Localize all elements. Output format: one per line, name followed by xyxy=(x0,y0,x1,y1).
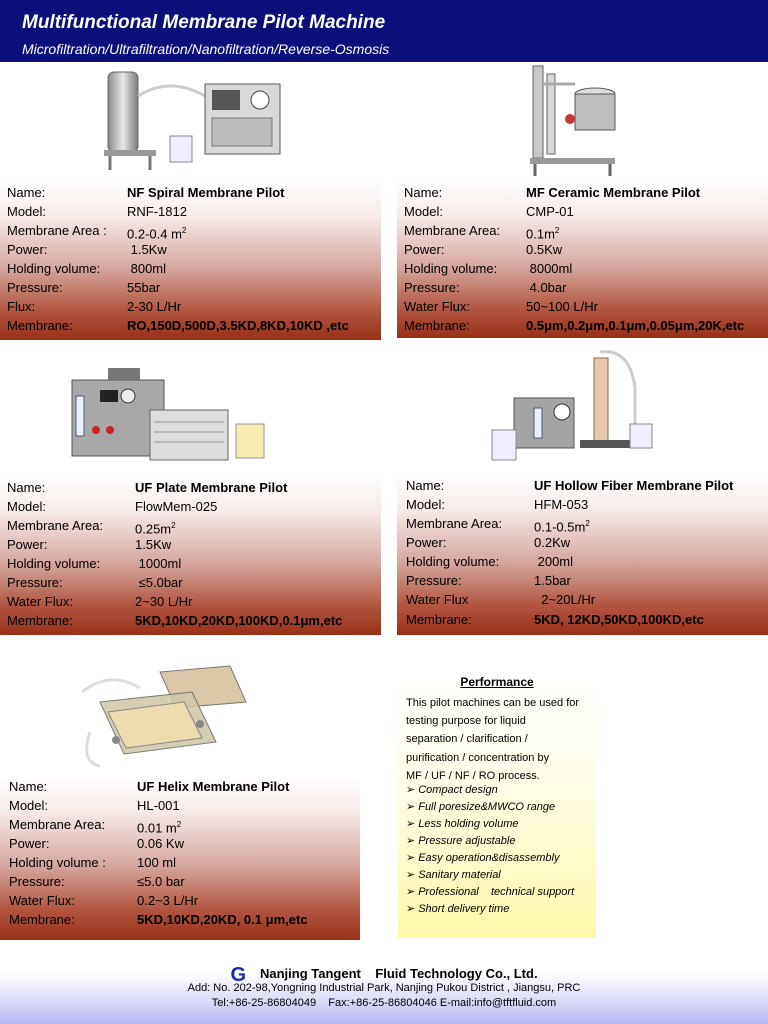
spec-label: Membrane Area : xyxy=(7,223,107,238)
company-address: Add: No. 202-98,Yongning Industrial Park, Nanjing Pukou District , Jiangsu, PRC xyxy=(187,982,581,994)
spec-row xyxy=(397,240,768,259)
spec-row xyxy=(0,221,381,240)
spec-row xyxy=(0,478,381,497)
product-name: UF Hollow Fiber Membrane Pilot xyxy=(534,478,734,493)
spec-row xyxy=(397,316,768,335)
spec-label: Name: xyxy=(7,185,46,200)
spec-label: Pressure: xyxy=(7,280,63,295)
spec-value: $0.1m^2$ xyxy=(526,226,560,242)
spec-value: HL-001 xyxy=(137,798,180,813)
header-banner xyxy=(0,0,768,62)
spec-label: Pressure: xyxy=(406,573,462,588)
spec-row xyxy=(397,183,768,202)
feature-item: ➢ Professional technical support xyxy=(406,886,575,898)
spec-value: 0.5Kw xyxy=(526,242,563,257)
spec-value: 1.5Kw xyxy=(127,242,167,257)
spec-value: RNF-1812 xyxy=(127,204,187,219)
spec-row xyxy=(397,297,768,316)
arrow-bullet-icon: ➢ xyxy=(406,801,416,813)
spec-label: Pressure: xyxy=(404,280,460,295)
spec-value: 55bar xyxy=(127,280,161,295)
spec-label: Name: xyxy=(7,480,46,495)
arrow-bullet-icon: ➢ xyxy=(406,903,416,915)
spec-label: Holding volume: xyxy=(406,554,500,569)
product-panel-uf-plate xyxy=(0,475,381,635)
spec-row xyxy=(0,573,381,592)
spec-label: Membrane: xyxy=(7,318,73,333)
spec-row xyxy=(0,592,381,611)
spec-row xyxy=(0,611,381,630)
spec-row xyxy=(397,476,768,495)
spec-label: Name: xyxy=(404,185,443,200)
arrow-bullet-icon: ➢ xyxy=(406,818,416,830)
company-contact: Tel:+86-25-86804049 Fax:+86-25-86804046 E-mail:info@tftfluid.com xyxy=(211,997,557,1009)
spec-label: Power: xyxy=(7,242,48,257)
spec-row xyxy=(397,533,768,552)
spec-row xyxy=(0,278,381,297)
uf-helix-pilot-photo xyxy=(80,662,250,770)
description-line: This pilot machines can be used for xyxy=(406,697,580,709)
spec-value: 1000ml xyxy=(135,556,182,571)
spec-row xyxy=(397,610,768,629)
spec-row xyxy=(0,259,381,278)
spec-row xyxy=(0,891,360,910)
spec-row xyxy=(0,516,381,535)
spec-row xyxy=(0,316,381,335)
feature-item: ➢ Short delivery time xyxy=(406,903,510,915)
arrow-bullet-icon: ➢ xyxy=(406,886,416,898)
membrane-value: 5KD,10KD,20KD,100KD,0.1μm,etc xyxy=(135,613,343,628)
spec-value: 1.5bar xyxy=(534,573,571,588)
spec-label: Membrane: xyxy=(9,912,75,927)
company-name: Nanjing Tangent Fluid Technology Co., Ltd. xyxy=(260,966,538,981)
spec-value: 0.2-0.4 $m^2$ xyxy=(127,226,187,242)
spec-value: 2~20L/Hr xyxy=(534,592,596,607)
description-line: purification / concentration by xyxy=(406,751,550,764)
product-panel-uf-hollow-fiber xyxy=(397,473,768,635)
spec-label: Name: xyxy=(406,478,445,493)
spec-row xyxy=(0,796,360,815)
arrow-bullet-icon: ➢ xyxy=(406,784,416,796)
spec-row xyxy=(0,535,381,554)
spec-label: Water Flux xyxy=(406,592,469,607)
spec-row xyxy=(397,514,768,533)
arrow-bullet-icon: ➢ xyxy=(406,852,416,864)
description-line: testing purpose for liquid xyxy=(406,715,526,728)
product-panel-nf-spiral xyxy=(0,180,381,340)
product-name: NF Spiral Membrane Pilot xyxy=(127,185,285,200)
spec-value: FlowMem-025 xyxy=(135,499,218,514)
spec-label: Model: xyxy=(9,798,49,813)
spec-value: 50~100 L/Hr xyxy=(526,299,598,314)
company-logo-icon: G xyxy=(230,964,246,986)
spec-label: Holding volume: xyxy=(404,261,498,276)
spec-row xyxy=(0,834,360,853)
product-panel-uf-helix xyxy=(0,774,360,940)
spec-label: Power: xyxy=(404,242,445,257)
spec-label: Name: xyxy=(9,779,48,794)
page-title: Multifunctional Membrane Pilot Machine xyxy=(22,12,386,33)
spec-value: ≤5.0bar xyxy=(135,575,183,590)
spec-label: Holding volume: xyxy=(7,556,101,571)
spec-value: $0.1-0.5m^2$ xyxy=(534,519,590,535)
spec-label: Membrane Area: xyxy=(9,817,106,832)
spec-value: 4.0bar xyxy=(526,280,567,295)
spec-label: Membrane Area: xyxy=(7,518,104,533)
spec-label: Membrane: xyxy=(404,318,470,333)
mf-ceramic-pilot-photo xyxy=(525,64,620,180)
arrow-bullet-icon: ➢ xyxy=(406,869,416,881)
footer xyxy=(0,944,768,1024)
spec-value: 0.06 Kw xyxy=(137,836,184,851)
feature-item: ➢ Sanitary material xyxy=(406,869,501,881)
spec-value: 0.2Kw xyxy=(534,535,571,550)
spec-value: 1.5Kw xyxy=(135,537,172,552)
nf-spiral-pilot-photo xyxy=(100,66,285,176)
spec-value: $0.25m^2$ xyxy=(135,521,176,537)
spec-value: HFM-053 xyxy=(534,497,589,512)
spec-row xyxy=(0,297,381,316)
feature-item: ➢ Compact design xyxy=(406,784,498,796)
spec-label: Flux: xyxy=(7,299,36,314)
spec-label: Water Flux: xyxy=(9,893,75,908)
feature-item: ➢ Pressure adjustable xyxy=(406,835,516,847)
product-panel-mf-ceramic xyxy=(397,180,768,338)
spec-label: Model: xyxy=(406,497,446,512)
spec-row xyxy=(0,554,381,573)
spec-row xyxy=(397,590,768,609)
spec-value: CMP-01 xyxy=(526,204,574,219)
spec-value: 0.01 $m^2$ xyxy=(137,820,182,836)
spec-label: Power: xyxy=(9,836,50,851)
description-line: separation / clarification / xyxy=(406,733,528,746)
spec-row xyxy=(397,495,768,514)
spec-row xyxy=(0,815,360,834)
spec-label: Water Flux: xyxy=(404,299,470,314)
spec-row xyxy=(0,872,360,891)
spec-row xyxy=(397,552,768,571)
performance-heading: Performance xyxy=(460,675,534,689)
performance-description xyxy=(406,694,592,785)
spec-row xyxy=(397,571,768,590)
spec-label: Holding volume : xyxy=(9,855,106,870)
product-name: UF Plate Membrane Pilot xyxy=(135,480,288,495)
spec-label: Power: xyxy=(7,537,48,552)
spec-label: Power: xyxy=(406,535,447,550)
feature-item: ➢ Full poresize&MWCO range xyxy=(406,801,556,813)
spec-row xyxy=(397,278,768,297)
spec-row xyxy=(0,853,360,872)
spec-row xyxy=(397,221,768,240)
feature-item: ➢ Easy operation&disassembly xyxy=(406,852,560,864)
page-subtitle: Microfiltration/Ultrafiltration/Nanofiltration/Reverse-Osmosis xyxy=(22,41,390,57)
spec-row xyxy=(0,497,381,516)
spec-value: 800ml xyxy=(127,261,167,276)
spec-label: Membrane Area: xyxy=(404,223,501,238)
membrane-value: 0.5μm,0.2μm,0.1μm,0.05μm,20K,etc xyxy=(526,318,745,333)
spec-label: Membrane: xyxy=(406,612,472,627)
membrane-value: 5KD, 12KD,50KD,100KD,etc xyxy=(534,612,704,627)
spec-value: ≤5.0 bar xyxy=(137,874,185,889)
spec-label: Model: xyxy=(7,204,47,219)
spec-label: Membrane: xyxy=(7,613,73,628)
spec-value: 100 ml xyxy=(137,855,177,870)
feature-list xyxy=(406,782,574,918)
spec-label: Model: xyxy=(404,204,444,219)
uf-hollow-fiber-pilot-photo xyxy=(470,348,655,466)
spec-label: Model: xyxy=(7,499,47,514)
spec-value: 2~30 L/Hr xyxy=(135,594,193,609)
product-name: MF Ceramic Membrane Pilot xyxy=(526,185,701,200)
spec-label: Pressure: xyxy=(7,575,63,590)
product-name: UF Helix Membrane Pilot xyxy=(137,779,290,794)
performance-box xyxy=(398,668,596,938)
spec-row xyxy=(0,183,381,202)
spec-row xyxy=(0,910,360,929)
membrane-value: 5KD,10KD,20KD, 0.1 μm,etc xyxy=(137,912,308,927)
spec-row xyxy=(397,259,768,278)
spec-row xyxy=(0,202,381,221)
spec-row xyxy=(0,777,360,796)
membrane-value: RO,150D,500D,3.5KD,8KD,10KD ,etc xyxy=(127,318,349,333)
spec-value: 200ml xyxy=(534,554,574,569)
spec-value: 0.2~3 L/Hr xyxy=(137,893,199,908)
feature-item: ➢ Less holding volume xyxy=(406,818,519,830)
spec-value: 8000ml xyxy=(526,261,573,276)
spec-label: Water Flux: xyxy=(7,594,73,609)
spec-label: Pressure: xyxy=(9,874,65,889)
description-line: MF / UF / NF / RO process. xyxy=(406,769,540,782)
uf-plate-pilot-photo xyxy=(70,366,270,468)
spec-value: 2-30 L/Hr xyxy=(127,299,182,314)
spec-label: Holding volume: xyxy=(7,261,101,276)
spec-row xyxy=(0,240,381,259)
spec-row xyxy=(397,202,768,221)
spec-label: Membrane Area: xyxy=(406,516,503,531)
arrow-bullet-icon: ➢ xyxy=(406,835,416,847)
